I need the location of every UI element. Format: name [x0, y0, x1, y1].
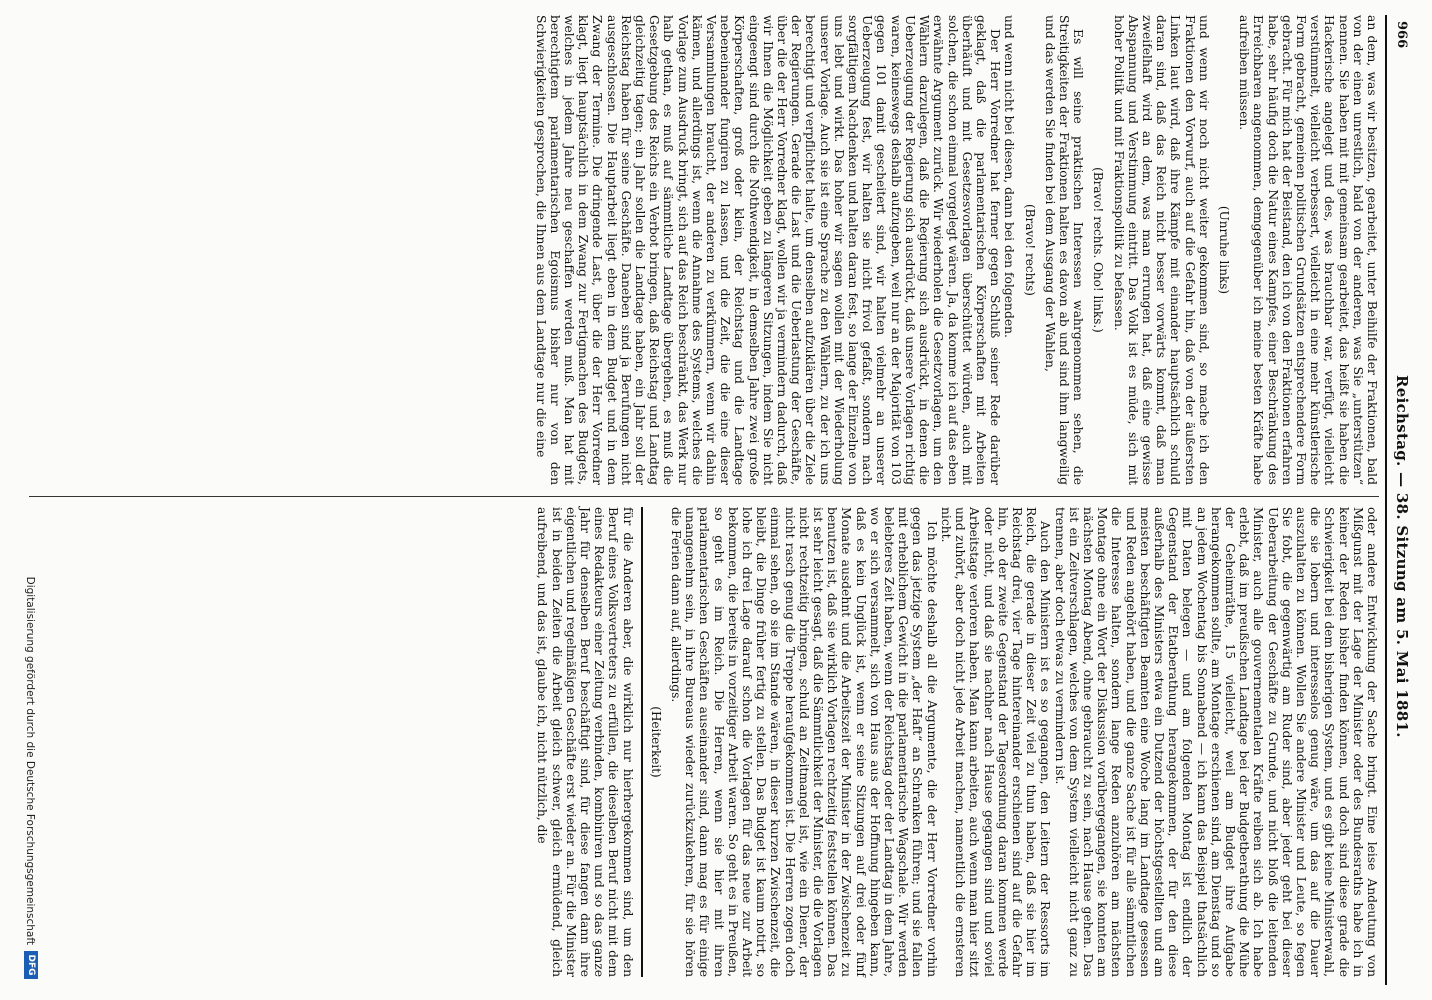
paragraph: an dem, was wir besitzen, gearbeitet, unter Beihilfe der Fraktionen, bald von der einen unrestlich, bald von der anderen, was Sie „unterstützen“ nennen. Sie haben mit mit gemeinsam gearbeitet, das heißt sie haben die Hackerische angelegt und des, was brauchbar war, verfügt, vielleicht verstümmelt, vielleicht verbessert, vielleicht in eine mehr künstlerische Form gebracht, gemeinen politischen Grundsätzen entsprechendere Form gebracht. Für mich hat der Beistand, den ich von den Fraktionen erfahren habe, sehr häufig doch die Natur eines Kampfes, einer Beschränkung des Erreichbaren angenommen, demgegenüber ich meine besten Kräfte habe aufreiben müssen.	[1237, 15, 1379, 485]
header-rule	[1385, 15, 1387, 985]
digitization-credit: Digitalisierung gefördert durch die Deutsche Forschungsgemeinschaft	[24, 576, 36, 945]
paragraph: Ich möchte deshalb all die Argumente, die der Herr Vorredner vorhin gegen das jetzige System „der Haft“ an Schranken führen; und sie fallen mit erheblichem Gewicht in die parlamentarische Wagschale. Wir werden belebteres Zeit haben, wenn der Reichstag oder der Landtag in dem Jahre, wo er sich versammelt, sich von Haus aus der Hoffnung hingeben kann, daß es kein Unglück ist, wenn er seine Sitzungen auf drei oder fünf Monate ausdehnt und die Arbeitszeit der Minister in der Zwischenzeit zu benutzen ist, daß sie wirklich Vorlagen rechtzeitig feststellen können. Das ist sehr leicht gesagt, daß die Sämmtlichkeit der Minister, die die Vorlagen nicht rechtzeitig bringen, schuld an Zeitmangel ist, wie ein Diener, der nicht rasch genug die Treppe heraufgekommen ist. Die Herren zogen doch einmal sehen, ob sie im Stande wären, in dieser kurzen Zwischenzeit, die bleibt, die Dinge früher fertig zu stellen. Das Budget ist kaum notirt, so lohe ich drei Lage darauf schon die Vorlagen für das neue zur Arbeit bekommen, die bereits in vorzeitiger Arbeit waren. So geht es in Preußen, so geht es im Reich. Die Herren, wenn sie hier mit ihren parlamentarischen Geschäften auseinander sind, dann mag es für einige unangenehm sein, in ihre Bureaus wieder zurückzukehren, für sie hören die Ferien dann auf, allerdings.	[669, 507, 939, 977]
left-column	[533, 15, 1379, 485]
running-title: Reichstag. — 38. Sitzung am 5. Mai 1881.	[1393, 375, 1411, 738]
section-rule	[641, 507, 643, 977]
paragraph: Der Herr Vorredner hat ferner gegen Schluß seiner Rede darüber geklagt, daß die parlamentarischen Körperschaften mit Arbeiten überhäuft und mit Gesetzesvorlagen überschüttet würden, auch mit solchen, die schon einmal vorgelegt wären. Ja, da komme ich auf das eben erwähnte Argument zurück. Wir wiederholen die Gesetzvorlagen, um den Wählern darzulegen, daß die Regierung sich ausdrückt, in denen die Ueberzeugung der Regierung sich ausdrückt, daß unsere Vorlagen richtig waren, keineswegs deshalb aufzugeben, weil nur an der Majorität von 103 gegen 101 damit gescheitert sind, wir halten vielmehr an unserer Ueberzeugung fest, wir halten sie nicht frivol gefaßt, sondern nach sorgfältigem Nachdenken und halten daran fest, so lange der Einzelne von uns lebt und wirkt. Das hoher wir sagen wollen mit der Wiederholung unserer Vorlage. Auch sie ist eine Sprache zu den Wählern, zu der ich uns berechtigt und verpflichtet halte, um denselben aufzuklären über die Ziele der Regierungen. Gerade die Last und die Ueberlastung der Geschäfte, über die der Herr Vorredner klagt, wollen wir ja vermindern dadurch, daß wir Ihnen die Möglichkeit geben zu längeren Sitzungen, indem Sie nicht eingeengt sind durch die Nothwendigkeit, in demselben Jahre zwei große Körperschaften, groß oder klein, der Reichstag und die Landtage nebeneinander fungiren zu lassen, und die Zeit, die die eine dieser Versammlungen braucht, der anderen zu verkümmern, wenn wir dahin kämen, und allerdings ist, wenn die Annahme des Systems, welches die Vorlage zum Ausdruck bringt, sich auf das Reich beschränkt, das Werk nur halb gethan, es muß auf sämmtliche Landtage übergehen, es muß die Gesetzgebung des Reichs ein Verbot bringen, daß Reichstag und Landtag gleichzeitig tagen; ein Jahr sollen die Landtage haben, ein Jahr soll der Reichstag haben für seine Geschäfte. Daneben sind ja Berufungen nicht ausgeschlossen. Die Hauptarbeit liegt eben in dem Budget und in dem Zwang der Termine. Die dringende Last, über die der Herr Vorredner klagt, liegt hauptsächlich in dem Zwang zur Fertigmachen des Budgets, welches in jedem Jahre neu geschaffen werden muß. Man hat mit berechtigtem parlamentarischen Egoismus bisher nur von den Schwierigkeiten gesprochen, die Ihnen aus dem Landtage nur die eine	[533, 15, 1003, 485]
rotated-page-content	[18, 15, 1413, 985]
page-number: 966	[1394, 21, 1409, 49]
dfg-logo: DFG	[24, 951, 38, 979]
right-column	[535, 507, 1379, 977]
paragraph: und wenn nicht bei diesen, dann bei den folgenden.	[1002, 15, 1017, 338]
interjection: (Heiterkeit)	[648, 706, 663, 778]
paragraph: Auch den Ministern ist es so gegangen, den Leitern der Ressorts im Reich, die gerade in dieser Zeit viel zu thun haben, daß sie hier im Reichstag drei, vier Tage hintereinander erschienen sind auf die Gefahr hin, ob der zweite Gegenstand der Tagesordnung daran kommen werde oder nicht, und daß sie nachher nach Hause gegangen sind und soviel Arbeitstage verloren haben. Man kann arbeiten, auch wenn man hier sitzt und zuhört, aber doch nicht jede Arbeit machen, namentlich die ernsteren nicht.	[938, 507, 1053, 977]
paragraph: und wenn wir noch nicht weiter gekommen sind, so mache ich den Fraktionen den Vorwurf, auch auf die Gefahr hin, daß von der äußersten Linken laut wird, daß ihre Kämpfe mit einander hauptsächlich schuld daran sind, daß das Reich nicht besser vorwärts kommt, daß man zweifelhaft wird an dem, was man errungen hat, daß eine gewisse Abspannung und Verstimmung eintritt. Das Volk ist es müde, sich mit hoher Politik und mit Fraktionspolitik zu befassen.	[1111, 15, 1211, 485]
paragraph: oder andere Entwicklung der Sache bringt. Eine leise Andeutung von Mißgunst mit der Lage der Minister oder des Bundesraths habe ich in keiner der Reden bisher finden können, und doch sind diese grade die Schwierigkeit bei dem bisherigen System, und es gibt keine Ministerwahl, die sie lobern und interesselos genug wäre, um das auf die Dauer auszuhalten zu können. Wollen Sie andere Minister und Leute, so fegen Sie fobt, die gegenwärtig am Ruder sind, aber jeder geht bei dieser Ueberarbeitung der Geschäfte zu Grunde, und nicht bloß die leitenden Minister, auch alle gouvernementalen Kräfte reiben sich ab. Ich habe erlebt, daß im preußischen Landtage bei der Budgetberathung die Mühe der Geheimräthe, 15 vielleicht, weil am Budget ihre Aufgabe herangekommen sollte, am Montage erschienen sind, am Dienstag und so an jedem Wochentag bis Sonnabend — ich kann das Beispiel thatsächlich mit Daten belegen — und am folgenden Montag ist endlich der Gegenstand der Etatberathung herangekommen, der für den diese außerhalb des Ministers etwa ein Dutzend der höchstgestellten und am meisten beschäftigten Beamten eine Woche lang im Landtage gesessen und Reden angehört haben, und die ganze Sache ist für alle sämmtlichen die Interesse halten, sondern lange Reden anzuhören am nächsten Montage ohne ein Wort der Diskussion vorübergegangen, sie konnten am nächsten Montag Abend, ohne gebraucht zu sein, nach Hause gehen. Das ist ein Zeitverschlagen, welches von dem System vielleicht nicht ganz zu trennen, aber doch etwas zu vermindern ist.	[1052, 507, 1379, 977]
page-header	[1387, 15, 1413, 985]
interjection: (Unruhe links)	[1216, 205, 1231, 295]
interjection: (Bravo! rechts)	[1022, 204, 1037, 296]
paragraph: für die Anderen aber, die wirklich nur hierhergekommen sind, um den Beruf eines Volksvertreters zu erfüllen, die dieselben Beruf nicht mit dem eines Redakteurs einer Zeitung verbinden, kombiniren und so das ganze Jahr für denselben Beruf beschäftigt sind, für diese fangen dann ihre eigentlichen und regelmäßigen Geschäfte erst wieder an. Für die Minister ist in beiden Zeiten die Arbeit gleich schwer, gleich ermüdend, gleich aufreibend, und das ist, glaube ich, nicht nützlich, die	[535, 507, 635, 977]
paragraph: Es will seine praktischen Interessen wahrgenommen sehen, die Streitigkeiten der Fraktionen halten es davon ab und sind ihm langweilig und das werden Sie finden bei dem Ausgang der Wahlen,	[1042, 15, 1086, 485]
page-footer	[20, 15, 38, 985]
interjection: (Bravo! rechts. Oho! links.)	[1091, 167, 1106, 333]
column-rule	[29, 496, 1379, 497]
